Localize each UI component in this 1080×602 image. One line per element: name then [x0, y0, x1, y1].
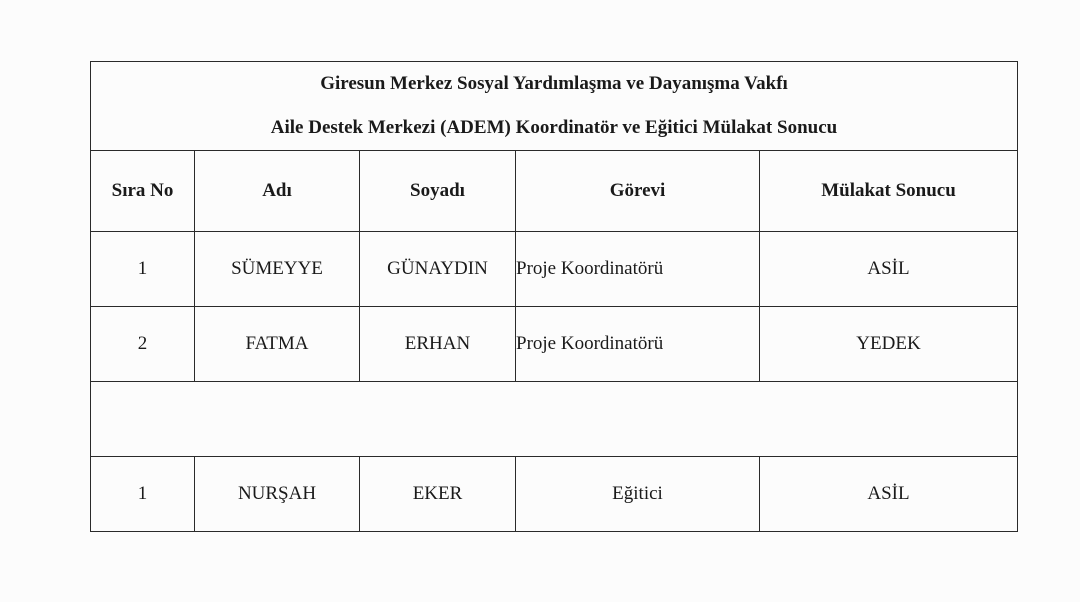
cell-adi: FATMA — [195, 307, 360, 382]
cell-gorevi: Eğitici — [516, 457, 760, 532]
cell-adi: NURŞAH — [195, 457, 360, 532]
cell-mulakat-sonucu: YEDEK — [760, 307, 1018, 382]
header-sira-no: Sıra No — [91, 151, 195, 232]
cell-sira-no: 2 — [91, 307, 195, 382]
header-adi: Adı — [195, 151, 360, 232]
spacer-row — [91, 382, 1018, 457]
empty-separator-cell — [91, 382, 1018, 457]
title-line-1: Giresun Merkez Sosyal Yardımlaşma ve Dayanışma Vakfı — [320, 73, 788, 94]
cell-mulakat-sonucu: ASİL — [760, 457, 1018, 532]
header-gorevi: Görevi — [516, 151, 760, 232]
table-row — [91, 232, 1018, 307]
cell-soyadi: EKER — [360, 457, 516, 532]
header-mulakat-sonucu: Mülakat Sonucu — [760, 151, 1018, 232]
cell-gorevi: Proje Koordinatörü — [516, 307, 760, 382]
table-row — [91, 457, 1018, 532]
header-soyadi: Soyadı — [360, 151, 516, 232]
cell-soyadi: GÜNAYDIN — [360, 232, 516, 307]
cell-gorevi: Proje Koordinatörü — [516, 232, 760, 307]
cell-adi: SÜMEYYE — [195, 232, 360, 307]
cell-sira-no: 1 — [91, 232, 195, 307]
document-title — [91, 62, 1018, 151]
table-row — [91, 307, 1018, 382]
results-table — [90, 61, 1018, 532]
cell-sira-no: 1 — [91, 457, 195, 532]
cell-mulakat-sonucu: ASİL — [760, 232, 1018, 307]
title-row — [91, 62, 1018, 151]
cell-soyadi: ERHAN — [360, 307, 516, 382]
header-row — [91, 151, 1018, 232]
title-line-2: Aile Destek Merkezi (ADEM) Koordinatör ve Eğitici Mülakat Sonucu — [270, 117, 838, 138]
